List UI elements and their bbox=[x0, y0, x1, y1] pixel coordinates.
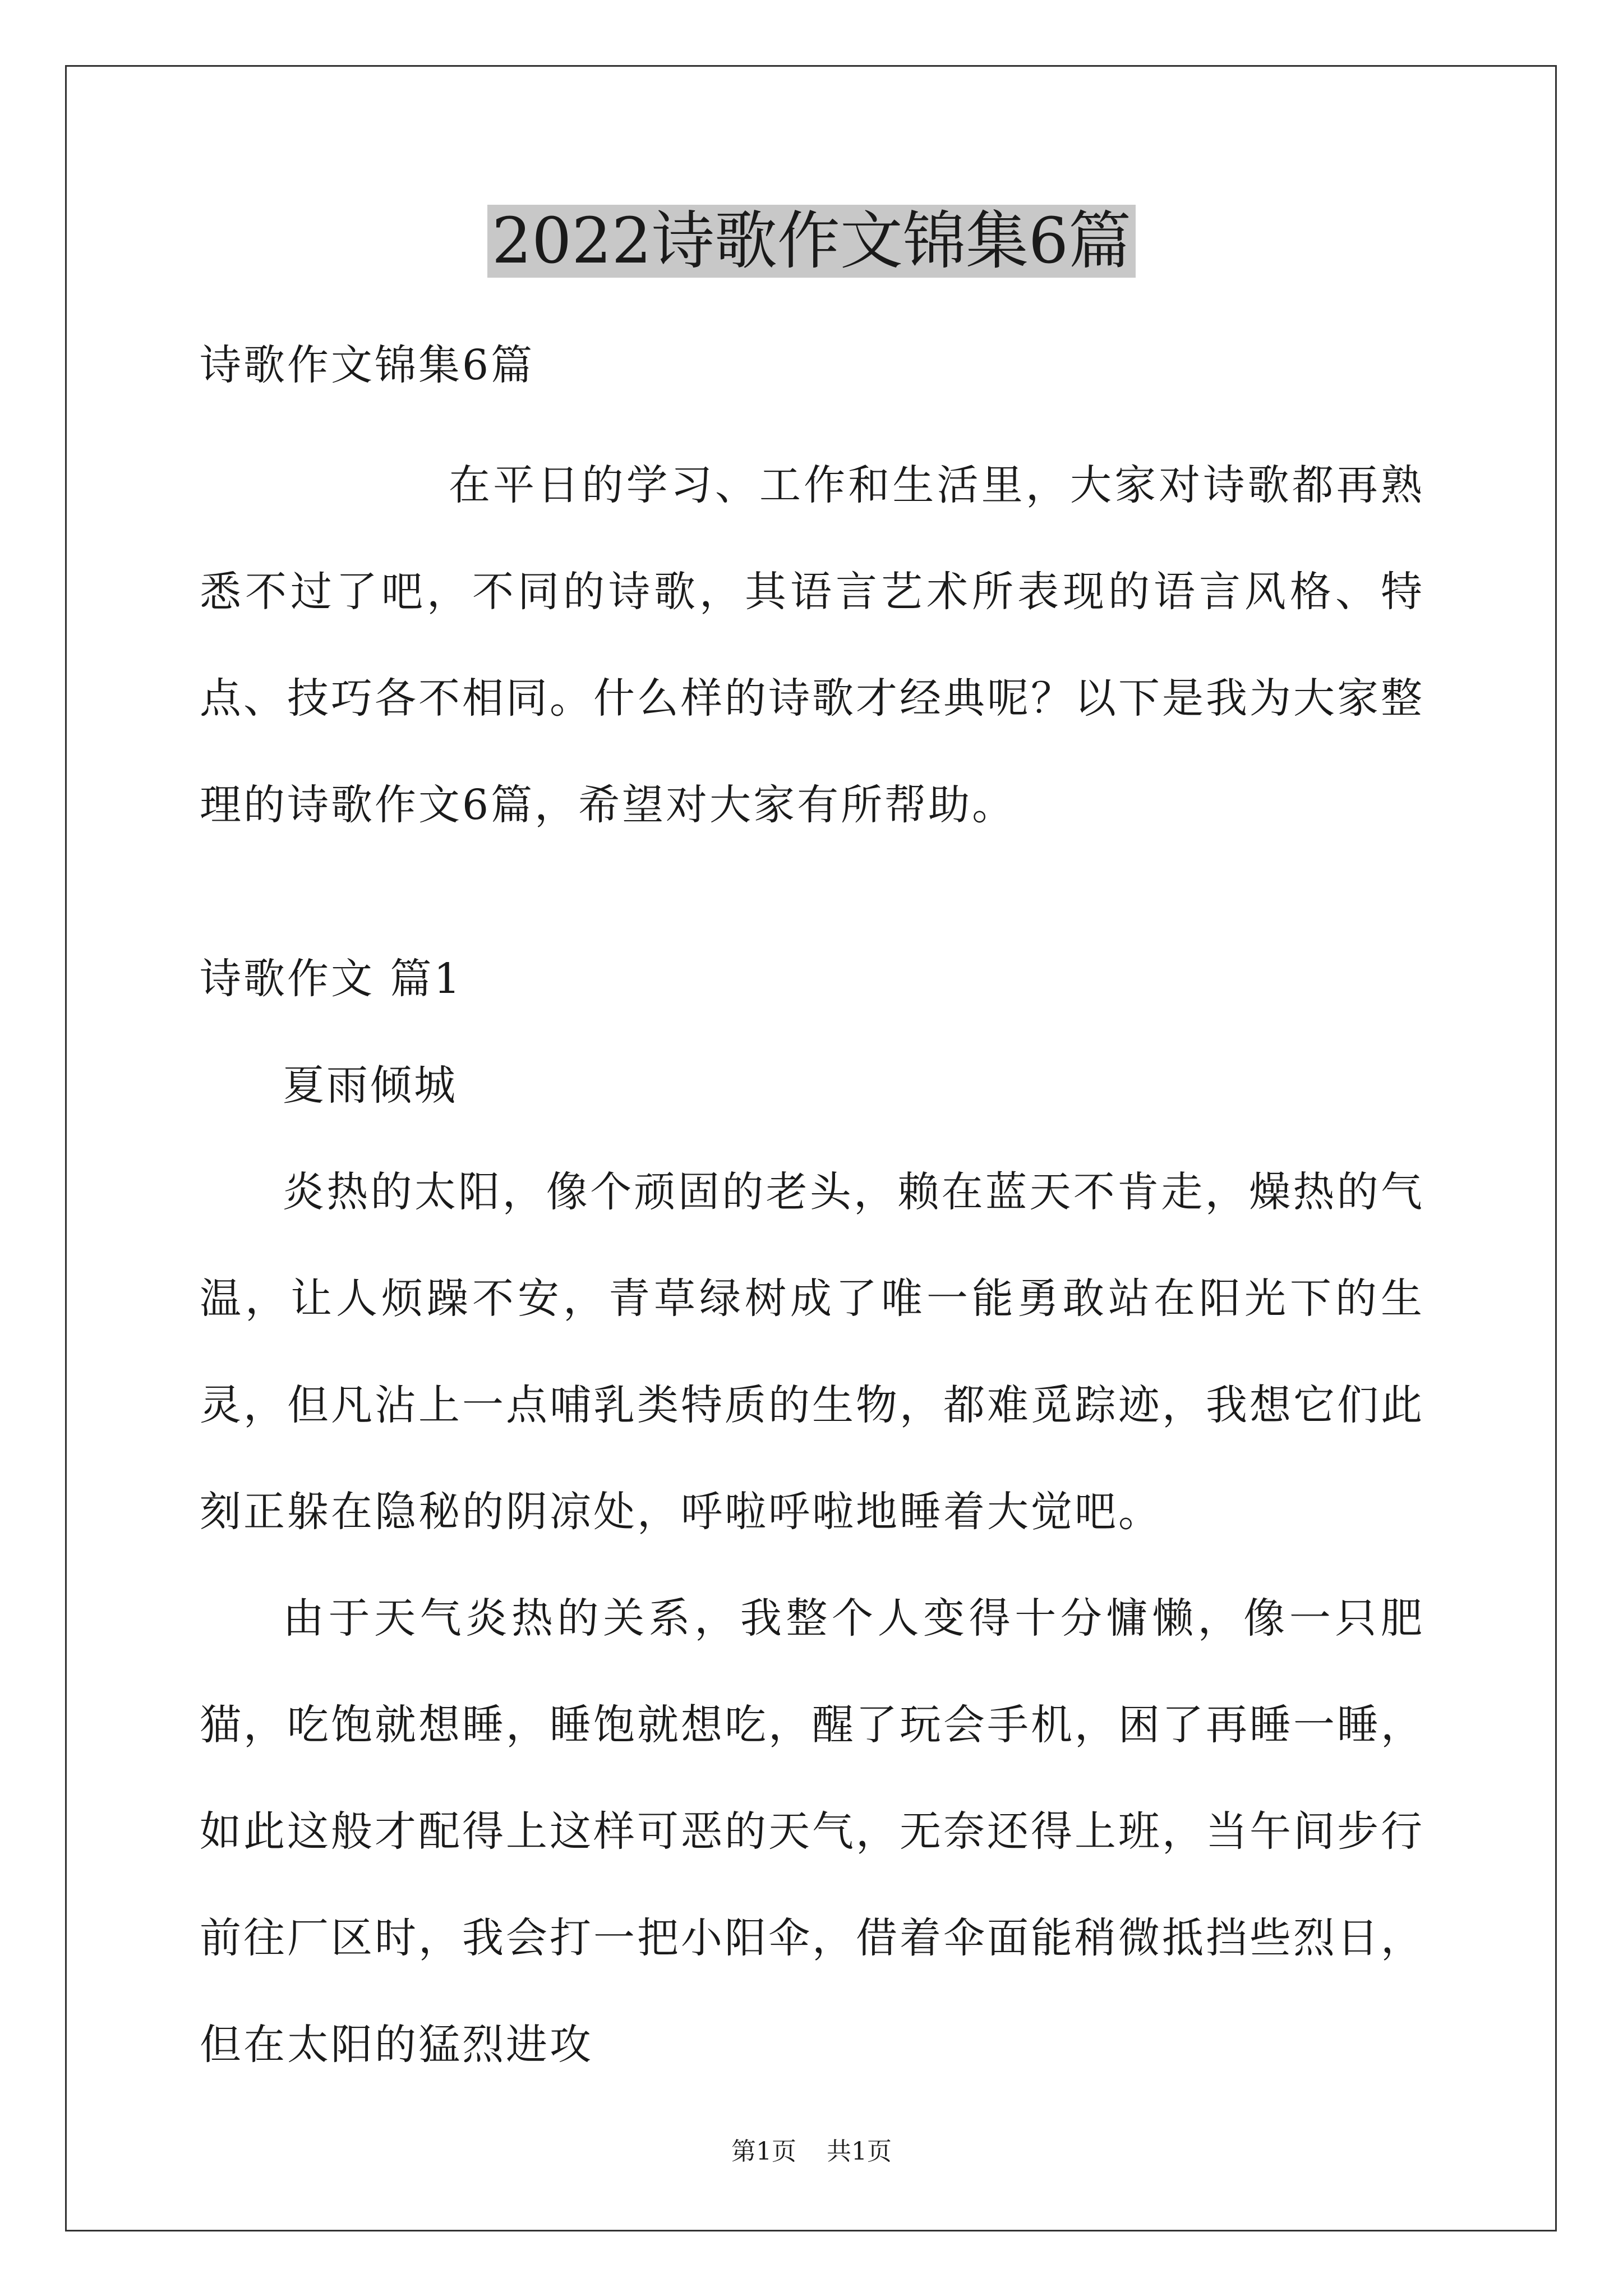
intro-paragraph: 在平日的学习、工作和生活里，大家对诗歌都再熟悉不过了吧，不同的诗歌，其语言艺术所表现的语言风格、特点、技巧各不相同。什么样的诗歌才经典呢？以下是我为大家整理的诗歌作文6篇，希望对大家有所帮助。 bbox=[200, 461, 1424, 829]
body-paragraph-2: 由于天气炎热的关系，我整个人变得十分慵懒，像一只肥猫，吃饱就想睡，睡饱就想吃，醒了玩会手机，困了再睡一睡，如此这般才配得上这样可恶的天气，无奈还得上班，当午间步行前往厂区时，我会打一把小阳伞，借着伞面能稍微抵挡些烈日，但在太阳的猛烈进攻 bbox=[200, 1594, 1424, 2069]
page-number: 第1页 bbox=[731, 2137, 796, 2166]
body-paragraph-1: 炎热的太阳，像个顽固的老头，赖在蓝天不肯走，燥热的气温，让人烦躁不安，青草绿树成了唯一能勇敢站在阳光下的生灵，但凡沾上一点哺乳类特质的生物，都难觅踪迹，我想它们此刻正躲在隐秘的阴凉处，呼啦呼啦地睡着大觉吧。 bbox=[200, 1168, 1424, 1536]
page-total: 共1页 bbox=[827, 2137, 892, 2166]
page-footer bbox=[0, 2135, 1623, 2169]
poem-title: 夏雨倾城 bbox=[283, 1061, 458, 1110]
section-heading: 诗歌作文 篇1 bbox=[200, 955, 463, 1003]
document-title bbox=[0, 202, 1623, 280]
document-subtitle: 诗歌作文锦集6篇 bbox=[200, 341, 535, 389]
document-title-text: 2022诗歌作文锦集6篇 bbox=[487, 205, 1136, 278]
